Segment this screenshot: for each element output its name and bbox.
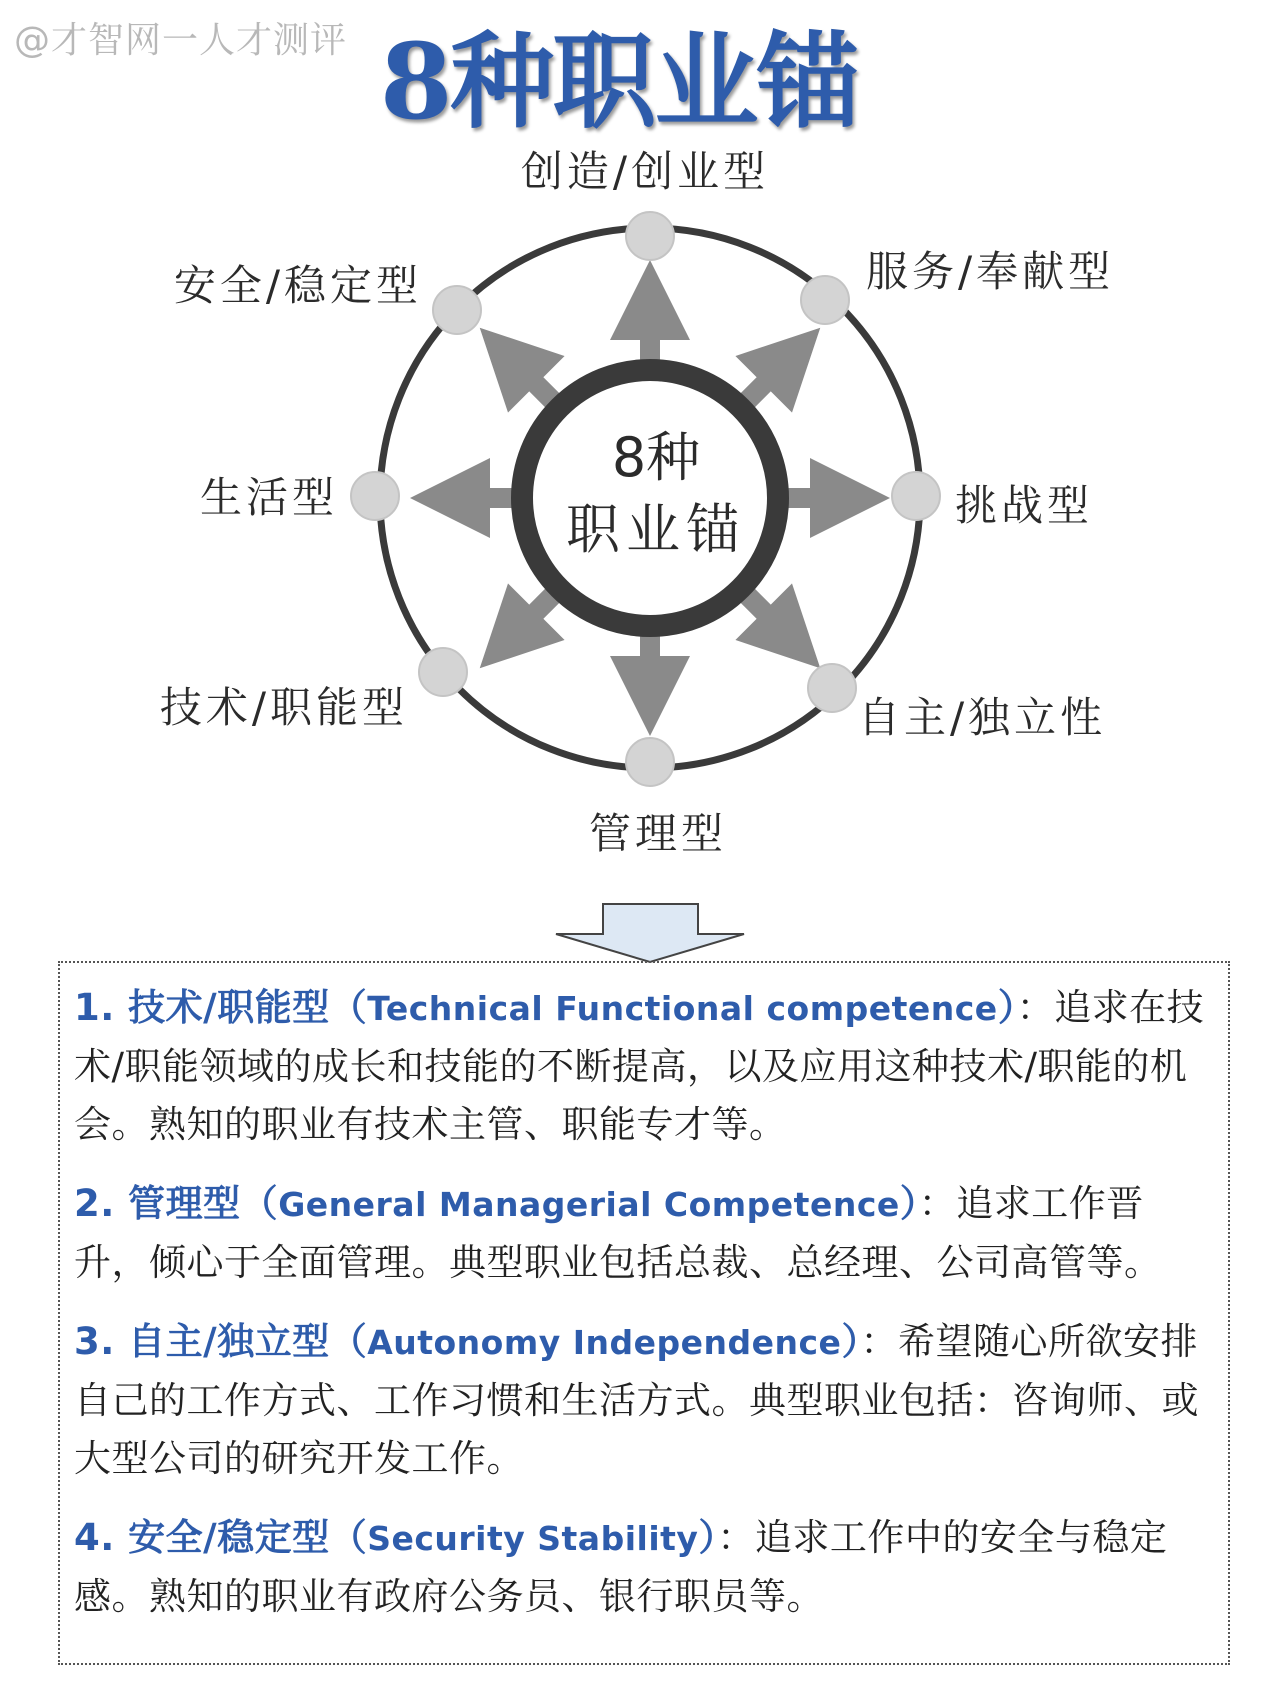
node-top xyxy=(626,212,674,260)
anchor-label-right: 挑战型 xyxy=(955,481,1094,530)
page-title: 8种职业锚 xyxy=(380,20,859,143)
anchor-label-bottom-left: 技术/职能型 xyxy=(159,683,408,732)
node-left xyxy=(351,472,399,520)
description-heading: 3. 自主/独立型（Autonomy Independence） xyxy=(74,1320,861,1363)
description-body: 希望随心所欲安排自己的工作方式、工作习惯和生活方式。典型职业包括：咨询师、或大型公司的研究开发工作。 xyxy=(74,1320,1199,1480)
anchor-label-left: 生活型 xyxy=(199,473,338,522)
anchor-label-top-left: 安全/稳定型 xyxy=(173,261,422,310)
node-right xyxy=(892,472,940,520)
description-body: 追求工作晋升，倾心于全面管理。典型职业包括总裁、总经理、公司高管等。 xyxy=(74,1182,1162,1284)
description-body: 追求在技术/职能领域的成长和技能的不断提高，以及应用这种技术/职能的机会。熟知的职业有技术主管、职能专才等。 xyxy=(74,986,1205,1146)
anchor-label-bottom-right: 自主/独立性 xyxy=(858,693,1107,742)
anchor-label-top: 创造/创业型 xyxy=(520,147,770,196)
description-heading: 4. 安全/稳定型（Security Stability） xyxy=(74,1516,718,1559)
anchor-label-bottom: 管理型 xyxy=(588,809,728,858)
description-item-2 xyxy=(74,1175,1216,1292)
description-colon: ： xyxy=(717,1516,755,1559)
node-bottom xyxy=(626,738,674,786)
description-heading: 1. 技术/职能型（Technical Functional competence） xyxy=(74,986,1017,1029)
node-top-left xyxy=(433,286,481,334)
description-item-1 xyxy=(74,979,1216,1154)
description-heading: 2. 管理型（General Managerial Competence） xyxy=(74,1182,919,1225)
watermark: @才智网一人才测评 xyxy=(14,20,348,61)
description-item-4 xyxy=(74,1509,1216,1626)
description-colon: ： xyxy=(860,1320,898,1363)
anchor-label-top-right: 服务/奉献型 xyxy=(866,247,1115,296)
node-top-right xyxy=(801,276,849,324)
node-bottom-right xyxy=(808,664,856,712)
center-label-line1: 8种 xyxy=(611,426,701,489)
description-box xyxy=(58,961,1230,1665)
node-bottom-left xyxy=(419,648,467,696)
description-colon: ： xyxy=(1016,986,1055,1029)
description-body: 追求工作中的安全与稳定感。熟知的职业有政府公务员、银行职员等。 xyxy=(74,1516,1168,1618)
center-label-line2: 职业锚 xyxy=(566,498,746,561)
description-item-3 xyxy=(74,1313,1216,1488)
description-colon: ： xyxy=(918,1182,957,1225)
